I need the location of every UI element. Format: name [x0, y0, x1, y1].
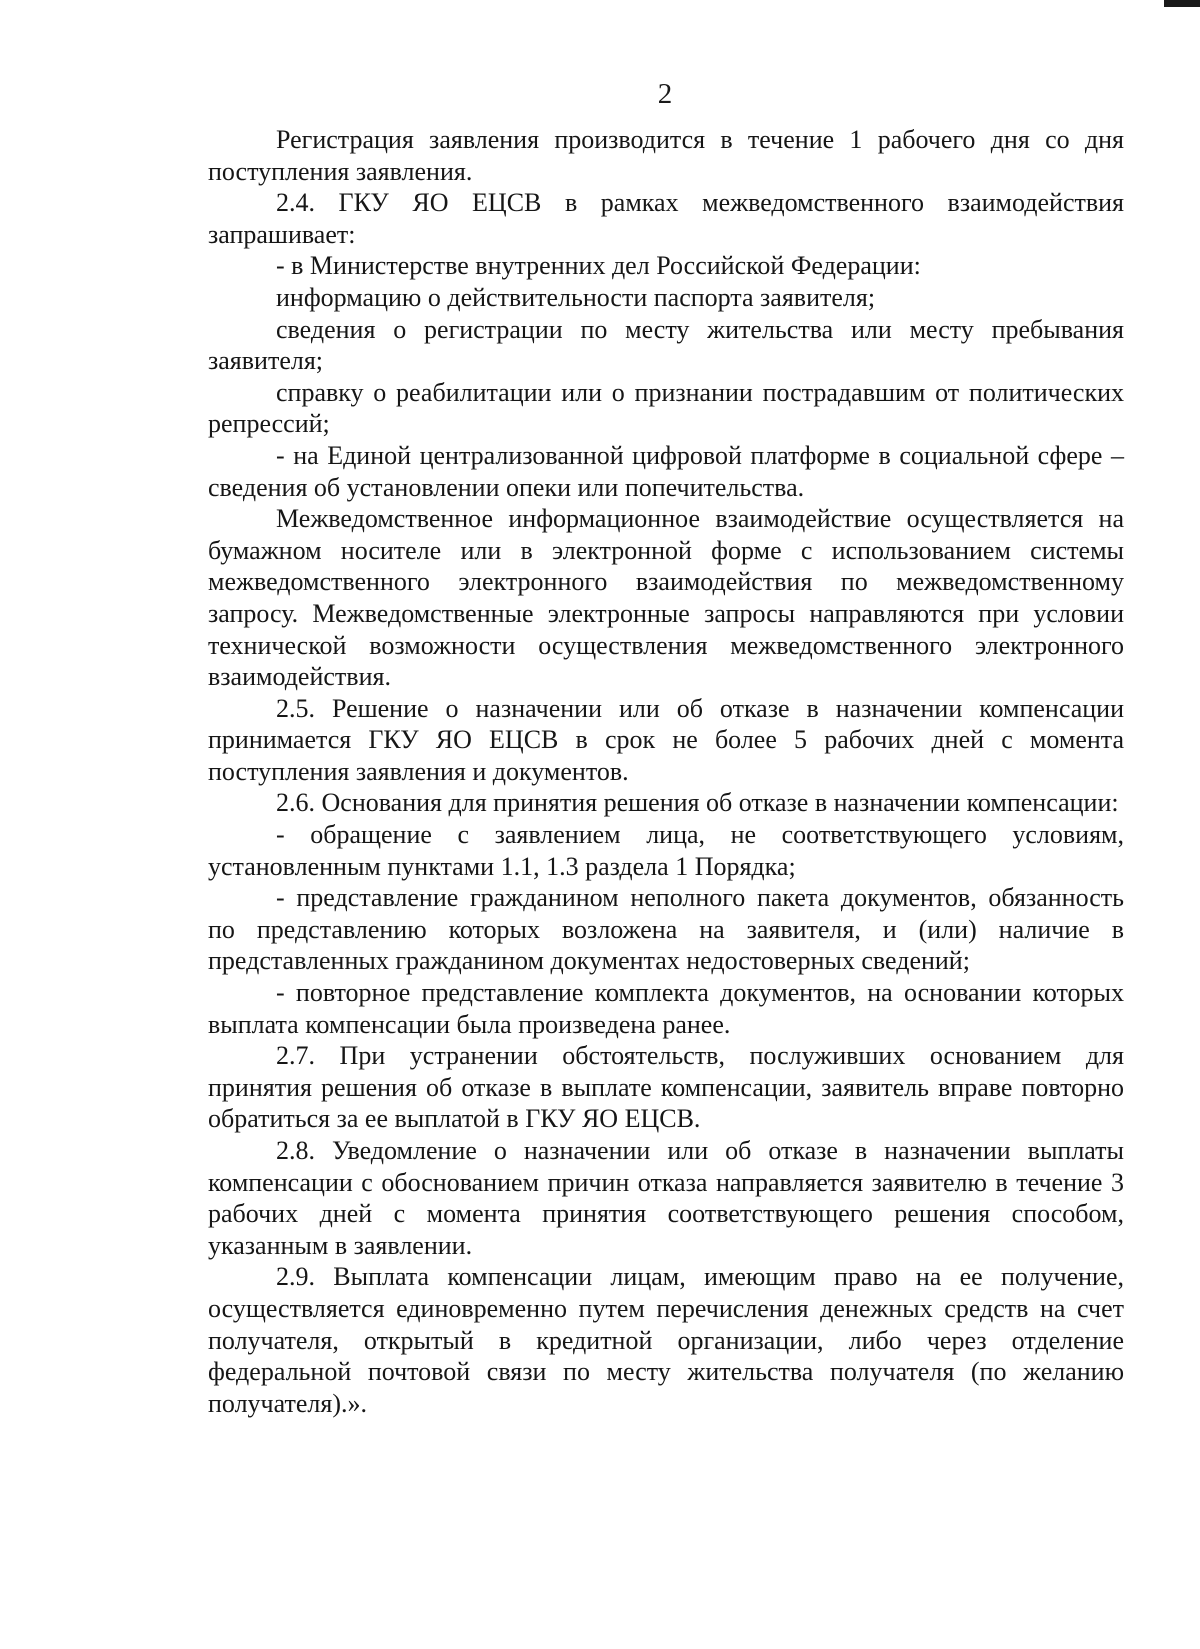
page-number: 2 [657, 78, 673, 110]
paragraph: 2.6. Основания для принятия решения об отказе в назначении компенсации: [276, 788, 1119, 818]
paragraph: 2.9. Выплата компенсации лицам, имеющим право на ее получение, осуществляется единовременно путем перечисления денежных средств на счет получателя, открытый в кредитной организации, либо через отделение федеральной почтовой связи по месту жительства получателя (по желанию получателя).». [208, 1262, 1124, 1418]
paragraph: - представление гражданином неполного пакета документов, обязанность по представлению которых возложена на заявителя, и (или) наличие в представленных гражданином документах недостоверных сведений; [208, 883, 1124, 976]
paragraph: Межведомственное информационное взаимодействие осуществляется на бумажном носителе или в электронной форме с использованием системы межведомственного электронного взаимодействия по межведомственному запросу. Межведомственные электронные запросы направляются при условии технической возможности осуществления межведомственного электронного взаимодействия. [208, 504, 1124, 692]
paragraph: - на Единой централизованной цифровой платформе в социальной сфере – сведения об установлении опеки или попечительства. [208, 440, 1124, 502]
paragraph: - повторное представление комплекта документов, на основании которых выплата компенсации была произведена ранее. [208, 978, 1124, 1039]
scan-edge-mark [1164, 0, 1200, 7]
paragraph: 2.8. Уведомление о назначении или об отказе в назначении выплаты компенсации с обоснованием причин отказа направляется заявителю в течение 3 рабочих дней с момента принятия соответствующего решения способом, указанным в заявлении. [208, 1136, 1124, 1260]
paragraph: сведения о регистрации по месту жительства или месту пребывания заявителя; [208, 314, 1124, 376]
paragraph: 2.7. При устранении обстоятельств, послуживших основанием для принятия решения об отказе в выплате компенсации, заявитель вправе повторно обратиться за ее выплатой в ГКУ ЯО ЕЦСВ. [208, 1041, 1124, 1134]
paragraph: справку о реабилитации или о признании пострадавшим от политических репрессий; [208, 377, 1124, 439]
paragraph: 2.4. ГКУ ЯО ЕЦСВ в рамках межведомственного взаимодействия запрашивает: [208, 188, 1124, 249]
paragraph: Регистрация заявления производится в течение 1 рабочего дня со дня поступления заявления. [208, 125, 1124, 186]
document-body [208, 124, 1124, 1419]
paragraph: информацию о действительности паспорта заявителя; [276, 282, 876, 312]
paragraph: - в Министерстве внутренних дел Российской Федерации: [276, 251, 921, 281]
paragraph: 2.5. Решение о назначении или об отказе в назначении компенсации принимается ГКУ ЯО ЕЦСВ в срок не более 5 рабочих дней с момента поступления заявления и документов. [208, 693, 1124, 786]
paragraph: - обращение с заявлением лица, не соответствующего условиям, установленным пунктами 1.1, 1.3 раздела 1 Порядка; [208, 820, 1124, 881]
